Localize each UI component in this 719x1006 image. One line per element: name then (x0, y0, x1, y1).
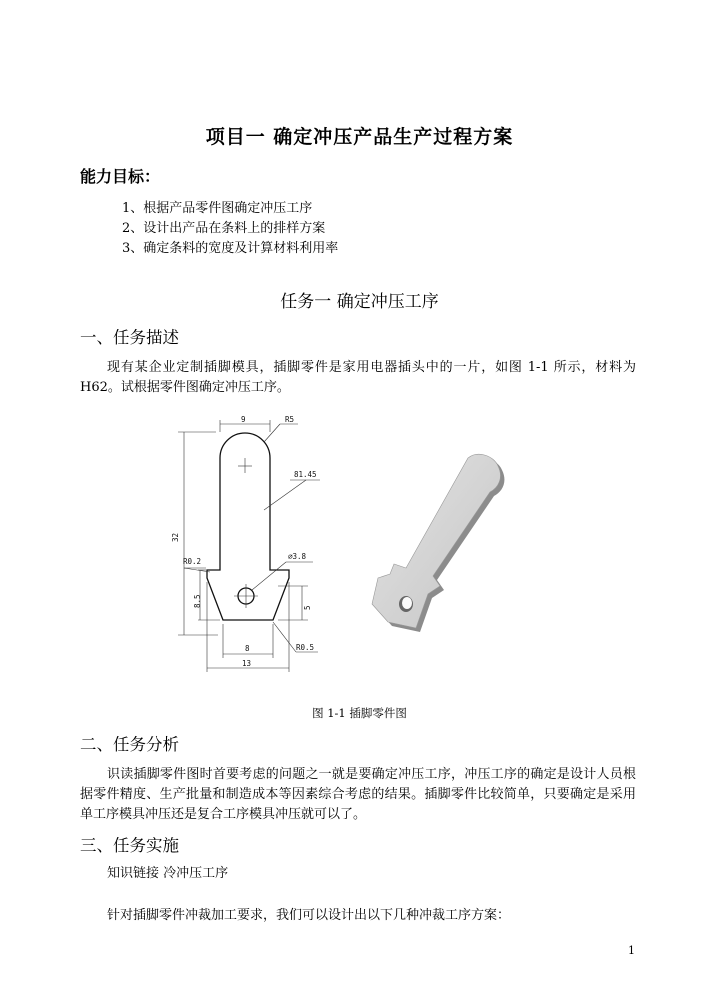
dim-label: ∅3.8 (288, 552, 307, 561)
knowledge-link: 知识链接 冷冲压工序 (107, 866, 229, 881)
dim-label: R5 (285, 415, 295, 424)
ability-item: 3、确定条料的宽度及计算材料利用率 (122, 241, 339, 256)
page-number: 1 (628, 944, 635, 957)
part-outline (207, 433, 289, 620)
dim-label: 5 (303, 605, 312, 610)
part-3d-body (372, 454, 500, 628)
dim-label: 81.45 (294, 470, 317, 479)
dim-label: 8 (245, 644, 250, 653)
page-title: 项目一 确定冲压产品生产过程方案 (205, 126, 514, 148)
section-heading-description: 一、任务描述 (80, 328, 179, 347)
description-paragraph: 现有某企业定制插脚模具，插脚零件是家用电器插头中的一片，如图 1-1 所示，材料为 H62。试根据零件图确定冲压工序。 (80, 360, 636, 395)
task-title: 任务一 确定冲压工序 (280, 292, 439, 312)
dim-label: R0.2 (183, 557, 202, 566)
section-heading-implementation: 三、任务实施 (80, 836, 179, 855)
ability-heading: 能力目标： (80, 167, 161, 186)
dim-label: 9 (241, 415, 246, 424)
ability-item: 1、根据产品零件图确定冲压工序 (122, 201, 313, 216)
figure-caption: 图 1-1 插脚零件图 (312, 706, 407, 720)
section-heading-analysis: 二、任务分析 (80, 735, 179, 754)
dim-label: 13 (242, 659, 252, 668)
ability-item: 2、设计出产品在条料上的排样方案 (122, 221, 326, 236)
dim-label: R0.5 (296, 643, 315, 652)
analysis-paragraph: 识读插脚零件图时首要考虑的问题之一就是要确定冲压工序，冲压工序的确定是设计人员根据零件精度、生产批量和制造成本等因素综合考虑的结果。插脚零件比较简单，只要确定是采用单工序模具冲压还是复合工序模具冲压就可以了。 (80, 767, 636, 822)
part-drawing (168, 410, 348, 690)
dim-label: 8.5 (193, 594, 202, 608)
implementation-paragraph: 针对插脚零件冲裁加工要求，我们可以设计出以下几种冲裁工序方案： (107, 908, 511, 923)
part-3d-view (362, 450, 522, 640)
dim-label: 32 (171, 532, 180, 542)
